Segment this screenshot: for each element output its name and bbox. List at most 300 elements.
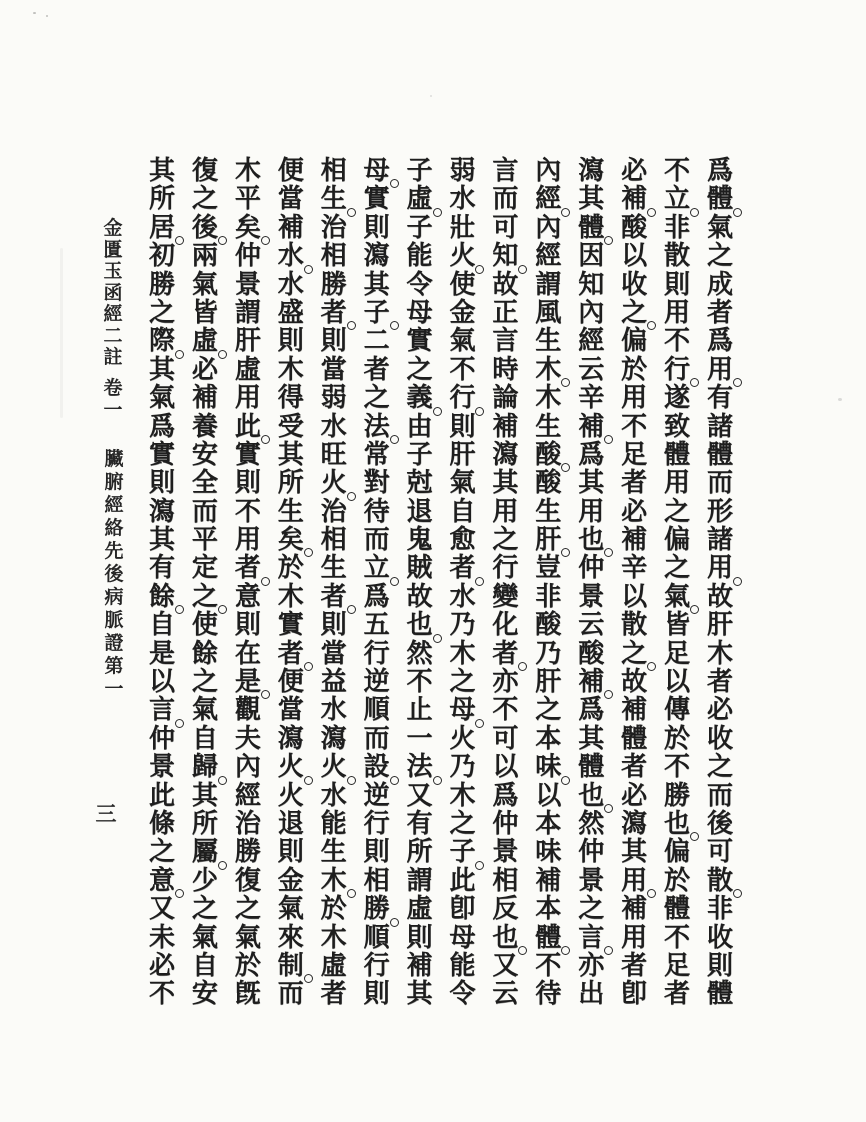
glyph: 便 xyxy=(277,667,304,698)
glyph: 實 xyxy=(234,439,261,470)
glyph: 故 xyxy=(706,581,733,612)
glyph: 不 xyxy=(449,354,476,385)
glyph: 安 xyxy=(191,439,218,470)
glyph: 於 xyxy=(234,950,261,981)
glyph: 又 xyxy=(406,780,433,811)
glyph: 虛 xyxy=(320,950,347,981)
glyph: 知 xyxy=(489,242,521,270)
glyph: 論 xyxy=(492,383,519,414)
glyph: 內 xyxy=(578,297,605,328)
glyph: 此 xyxy=(148,780,175,811)
glyph: 內 xyxy=(535,156,562,186)
glyph: 仲 xyxy=(492,808,519,839)
glyph: 非 xyxy=(706,894,733,925)
glyph: 瀉 xyxy=(320,723,347,754)
glyph: 謂 xyxy=(406,865,433,896)
glyph: 收 xyxy=(706,723,733,754)
glyph: 之 xyxy=(706,752,733,783)
glyph: 味 xyxy=(535,837,562,868)
glyph: 勝 xyxy=(361,895,393,923)
glyph: 氣 xyxy=(191,269,218,300)
glyph: 此 xyxy=(449,865,476,896)
glyph: 收 xyxy=(621,269,648,300)
glyph: 肝 xyxy=(449,439,476,470)
glyph: 一 xyxy=(104,678,124,700)
glyph: 實 xyxy=(363,184,390,215)
glyph: 順 xyxy=(363,695,390,726)
glyph: 補 xyxy=(535,865,562,896)
glyph: 火 xyxy=(318,753,350,781)
glyph: 生 xyxy=(535,326,562,357)
glyph: 體 xyxy=(664,439,691,470)
glyph: 絡 xyxy=(104,517,124,539)
glyph: 生 xyxy=(535,496,562,527)
glyph: 散 xyxy=(664,241,691,272)
glyph: 令 xyxy=(406,269,433,300)
glyph: 然 xyxy=(578,808,605,839)
glyph: 是 xyxy=(232,668,264,696)
glyph: 風 xyxy=(535,297,562,328)
glyph: 經 xyxy=(532,185,564,213)
chapter-title xyxy=(100,448,128,701)
glyph: 逆 xyxy=(363,780,390,811)
glyph: 不 xyxy=(406,667,433,698)
glyph: 後 xyxy=(706,808,733,839)
glyph: 以 xyxy=(148,667,175,698)
glyph: 體 xyxy=(706,979,733,1010)
glyph: 木 xyxy=(277,581,304,612)
glyph: 酸 xyxy=(535,468,562,499)
glyph: 火 xyxy=(277,780,304,811)
glyph: 壯 xyxy=(449,212,476,243)
text-column-1 xyxy=(704,157,736,1011)
glyph: 因 xyxy=(578,241,605,272)
glyph: 本 xyxy=(535,894,562,925)
glyph: 木 xyxy=(318,867,350,895)
text-column-10 xyxy=(318,157,350,1011)
page-number: 三 xyxy=(95,801,117,826)
glyph: 其 xyxy=(148,525,175,556)
glyph: 使 xyxy=(191,610,218,641)
glyph: 用 xyxy=(234,383,261,414)
glyph: 子 xyxy=(446,838,478,866)
glyph: 勝 xyxy=(148,269,175,300)
glyph: 瀉 xyxy=(492,439,519,470)
glyph: 是 xyxy=(148,638,175,669)
glyph: 退 xyxy=(277,808,304,839)
glyph: 母 xyxy=(446,696,478,724)
glyph: 於 xyxy=(664,723,691,754)
glyph: 虛 xyxy=(404,185,436,213)
glyph: 也 xyxy=(661,810,693,838)
glyph: 瀉 xyxy=(621,808,648,839)
glyph: 補 xyxy=(621,525,648,556)
glyph: 故 xyxy=(621,667,648,698)
glyph: 可 xyxy=(492,212,519,243)
glyph: 不 xyxy=(234,496,261,527)
glyph: 臟 xyxy=(104,448,124,470)
glyph: 自 xyxy=(449,496,476,527)
main-text-block xyxy=(146,157,736,1011)
glyph: 之 xyxy=(363,383,390,414)
glyph: 矣 xyxy=(232,214,264,242)
glyph: 必 xyxy=(706,695,733,726)
glyph: 言 xyxy=(575,924,607,952)
glyph: 水 xyxy=(449,581,476,612)
glyph: 令 xyxy=(449,979,476,1010)
glyph: 歸 xyxy=(189,753,221,781)
glyph: 來 xyxy=(277,922,304,953)
glyph: 經 xyxy=(535,241,562,272)
glyph: 爲 xyxy=(578,439,605,470)
glyph: 經 xyxy=(103,303,123,325)
glyph: 體 xyxy=(575,214,607,242)
glyph: 之 xyxy=(148,837,175,868)
glyph: 經 xyxy=(578,326,605,357)
glyph: 立 xyxy=(361,554,393,582)
glyph: 水 xyxy=(275,242,307,270)
text-column-4 xyxy=(575,157,607,1011)
glyph: 便 xyxy=(277,156,304,186)
glyph: 相 xyxy=(363,865,390,896)
glyph: 景 xyxy=(148,752,175,783)
glyph: 又 xyxy=(148,894,175,925)
glyph: 鬼 xyxy=(406,525,433,556)
text-column-13 xyxy=(189,157,221,1011)
glyph: 瀉 xyxy=(363,241,390,272)
glyph: 諸 xyxy=(706,411,733,442)
glyph: 可 xyxy=(492,723,519,754)
glyph: 者 xyxy=(446,554,478,582)
glyph: 盛 xyxy=(277,297,304,328)
glyph: 生 xyxy=(277,496,304,527)
glyph: 不 xyxy=(664,922,691,953)
glyph: 自 xyxy=(191,723,218,754)
glyph: 相 xyxy=(320,156,347,186)
glyph: 收 xyxy=(706,922,733,953)
glyph: 肝 xyxy=(706,610,733,641)
glyph: 旺 xyxy=(320,439,347,470)
glyph: 非 xyxy=(535,581,562,612)
glyph: 則 xyxy=(320,326,347,357)
glyph: 則 xyxy=(234,610,261,641)
glyph: 不 xyxy=(148,979,175,1010)
glyph: 景 xyxy=(234,269,261,300)
glyph: 不 xyxy=(535,950,562,981)
glyph: 而 xyxy=(492,184,519,215)
glyph: 之 xyxy=(191,184,218,215)
glyph: 瀉 xyxy=(277,723,304,754)
glyph: 金 xyxy=(449,297,476,328)
glyph: 虛 xyxy=(234,354,261,385)
glyph: 有 xyxy=(406,808,433,839)
glyph: 餘 xyxy=(146,583,178,611)
glyph: 酸 xyxy=(621,212,648,243)
glyph: 傳 xyxy=(664,695,691,726)
glyph: 者 xyxy=(318,299,350,327)
glyph: 際 xyxy=(146,327,178,355)
scan-speck xyxy=(33,12,36,14)
glyph: 行 xyxy=(363,638,390,669)
glyph: 當 xyxy=(277,184,304,215)
glyph: 第 xyxy=(104,655,124,677)
glyph: 云 xyxy=(578,354,605,385)
glyph: 仲 xyxy=(578,553,605,584)
glyph: 補 xyxy=(277,212,304,243)
glyph: 用 xyxy=(664,468,691,499)
glyph: 生 xyxy=(320,553,347,584)
glyph: 於 xyxy=(664,865,691,896)
glyph: 出 xyxy=(578,979,605,1010)
glyph: 則 xyxy=(406,922,433,953)
glyph: 當 xyxy=(320,354,347,385)
glyph: 腑 xyxy=(104,471,124,493)
glyph: 一 xyxy=(103,398,123,421)
glyph: 條 xyxy=(148,808,175,839)
glyph: 經 xyxy=(104,494,124,516)
glyph: 復 xyxy=(191,156,218,186)
glyph: 氣 xyxy=(191,922,218,953)
glyph: 肝 xyxy=(535,667,562,698)
glyph: 子 xyxy=(406,156,433,186)
glyph: 必 xyxy=(621,780,648,811)
glyph: 足 xyxy=(621,439,648,470)
glyph: 其 xyxy=(148,354,175,385)
glyph: 虛 xyxy=(406,894,433,925)
glyph: 逆 xyxy=(363,667,390,698)
glyph: 少 xyxy=(191,865,218,896)
glyph: 設 xyxy=(361,753,393,781)
glyph: 者 xyxy=(320,979,347,1010)
scan-speck xyxy=(430,95,432,97)
glyph: 仲 xyxy=(148,723,175,754)
glyph: 經 xyxy=(234,780,261,811)
glyph: 之 xyxy=(148,297,175,328)
glyph: 使 xyxy=(449,269,476,300)
glyph: 者 xyxy=(489,640,521,668)
glyph: 母 xyxy=(361,157,393,185)
glyph: 也 xyxy=(489,924,521,952)
glyph: 則 xyxy=(449,411,476,442)
glyph: 景 xyxy=(578,581,605,612)
glyph: 未 xyxy=(148,922,175,953)
glyph: 自 xyxy=(148,610,175,641)
glyph: 氣 xyxy=(449,326,476,357)
glyph: 以 xyxy=(664,667,691,698)
glyph: 一 xyxy=(406,723,433,754)
glyph: 所 xyxy=(191,808,218,839)
glyph: 復 xyxy=(234,865,261,896)
glyph: 補 xyxy=(575,413,607,441)
glyph: 平 xyxy=(191,525,218,556)
glyph: 體 xyxy=(532,924,564,952)
glyph: 知 xyxy=(578,269,605,300)
glyph: 其 xyxy=(578,723,605,754)
glyph: 乃 xyxy=(449,610,476,641)
glyph: 也 xyxy=(404,611,436,639)
glyph: 在 xyxy=(234,638,261,669)
glyph: 之 xyxy=(618,640,650,668)
glyph: 後 xyxy=(189,214,221,242)
glyph: 子 xyxy=(361,299,393,327)
glyph: 用 xyxy=(664,297,691,328)
glyph: 兩 xyxy=(191,241,218,272)
glyph: 火 xyxy=(318,469,350,497)
glyph: 必 xyxy=(191,354,218,385)
glyph: 氣 xyxy=(706,212,733,243)
glyph: 平 xyxy=(234,184,261,215)
glyph: 勝 xyxy=(664,780,691,811)
glyph: 生 xyxy=(320,837,347,868)
glyph: 偏 xyxy=(664,525,691,556)
glyph: 云 xyxy=(578,610,605,641)
glyph: 夫 xyxy=(234,723,261,754)
book-title xyxy=(99,218,127,369)
glyph: 之 xyxy=(191,667,218,698)
glyph: 必 xyxy=(621,156,648,186)
glyph: 虛 xyxy=(189,327,221,355)
glyph: 不 xyxy=(664,752,691,783)
glyph: 爲 xyxy=(148,411,175,442)
glyph: 火 xyxy=(446,242,478,270)
glyph: 水 xyxy=(320,780,347,811)
glyph: 景 xyxy=(578,865,605,896)
glyph: 故 xyxy=(406,581,433,612)
glyph: 則 xyxy=(363,212,390,243)
glyph: 本 xyxy=(535,723,562,754)
glyph: 立 xyxy=(661,185,693,213)
glyph: 木 xyxy=(706,638,733,669)
glyph: 水 xyxy=(277,269,304,300)
glyph: 爲 xyxy=(706,156,733,186)
glyph: 之 xyxy=(618,299,650,327)
glyph: 酸 xyxy=(535,610,562,641)
glyph: 用 xyxy=(492,496,519,527)
glyph: 不 xyxy=(492,695,519,726)
glyph: 勝 xyxy=(234,837,261,868)
glyph: 不 xyxy=(664,156,691,186)
glyph: 而 xyxy=(363,525,390,556)
glyph: 於 xyxy=(320,894,347,925)
text-column-6 xyxy=(489,157,521,1011)
glyph: 水 xyxy=(320,695,347,726)
glyph: 能 xyxy=(320,808,347,839)
glyph: 形 xyxy=(706,496,733,527)
glyph: 母 xyxy=(406,297,433,328)
text-column-8 xyxy=(404,157,436,1011)
text-column-5 xyxy=(532,157,564,1011)
glyph: 相 xyxy=(320,241,347,272)
glyph: 不 xyxy=(664,326,691,357)
glyph: 者 xyxy=(363,354,390,385)
glyph: 之 xyxy=(449,808,476,839)
glyph: 肝 xyxy=(532,526,564,554)
glyph: 於 xyxy=(621,354,648,385)
glyph: 必 xyxy=(621,496,648,527)
glyph: 法 xyxy=(361,413,393,441)
glyph: 爲 xyxy=(492,780,519,811)
glyph: 金 xyxy=(277,865,304,896)
glyph: 制 xyxy=(275,952,307,980)
glyph: 有 xyxy=(706,383,733,414)
glyph: 者 xyxy=(621,950,648,981)
glyph: 二 xyxy=(103,324,123,347)
glyph: 其 xyxy=(191,780,218,811)
glyph: 之 xyxy=(449,667,476,698)
glyph: 其 xyxy=(578,468,605,499)
glyph: 得 xyxy=(277,383,304,414)
glyph: 氣 xyxy=(234,922,261,953)
glyph: 子 xyxy=(406,212,433,243)
glyph: 體 xyxy=(621,723,648,754)
glyph: 行 xyxy=(363,808,390,839)
glyph: 木 xyxy=(535,383,562,414)
scan-speck xyxy=(46,15,48,17)
glyph: 當 xyxy=(320,638,347,669)
text-column-2 xyxy=(661,157,693,1011)
glyph: 者 xyxy=(706,667,733,698)
glyph: 乃 xyxy=(535,638,562,669)
glyph: 爲 xyxy=(706,326,733,357)
glyph: 云 xyxy=(492,979,519,1010)
glyph: 養 xyxy=(191,411,218,442)
glyph: 木 xyxy=(320,922,347,953)
glyph: 木 xyxy=(449,780,476,811)
glyph: 用 xyxy=(578,496,605,527)
glyph: 諸 xyxy=(706,525,733,556)
glyph: 然 xyxy=(406,638,433,669)
glyph: 所 xyxy=(406,837,433,868)
glyph: 仲 xyxy=(578,837,605,868)
glyph: 則 xyxy=(148,468,175,499)
glyph: 卽 xyxy=(449,894,476,925)
glyph: 賊 xyxy=(406,553,433,584)
text-column-12 xyxy=(232,157,264,1011)
glyph: 義 xyxy=(404,384,436,412)
glyph: 退 xyxy=(406,496,433,527)
glyph: 矣 xyxy=(275,526,307,554)
volume-label xyxy=(99,378,127,421)
glyph: 火 xyxy=(275,753,307,781)
glyph: 氣 xyxy=(191,695,218,726)
glyph: 而 xyxy=(363,723,390,754)
glyph: 之 xyxy=(189,583,221,611)
glyph: 尅 xyxy=(406,468,433,499)
glyph: 卷 xyxy=(103,377,123,399)
glyph: 補 xyxy=(618,185,650,213)
glyph: 證 xyxy=(104,632,124,654)
glyph: 遂 xyxy=(664,383,691,414)
glyph: 不 xyxy=(621,411,648,442)
glyph: 反 xyxy=(492,894,519,925)
glyph: 者 xyxy=(664,979,691,1010)
glyph: 謂 xyxy=(234,297,261,328)
glyph: 則 xyxy=(363,979,390,1010)
glyph: 愈 xyxy=(449,525,476,556)
glyph: 則 xyxy=(363,837,390,868)
glyph: 其 xyxy=(578,184,605,215)
glyph: 補 xyxy=(191,383,218,414)
glyph: 之 xyxy=(191,894,218,925)
glyph: 五 xyxy=(363,610,390,641)
glyph: 酸 xyxy=(532,441,564,469)
glyph: 而 xyxy=(706,468,733,499)
glyph: 必 xyxy=(148,950,175,981)
glyph: 此 xyxy=(232,413,264,441)
glyph: 待 xyxy=(363,496,390,527)
glyph: 當 xyxy=(277,695,304,726)
glyph: 用 xyxy=(621,922,648,953)
